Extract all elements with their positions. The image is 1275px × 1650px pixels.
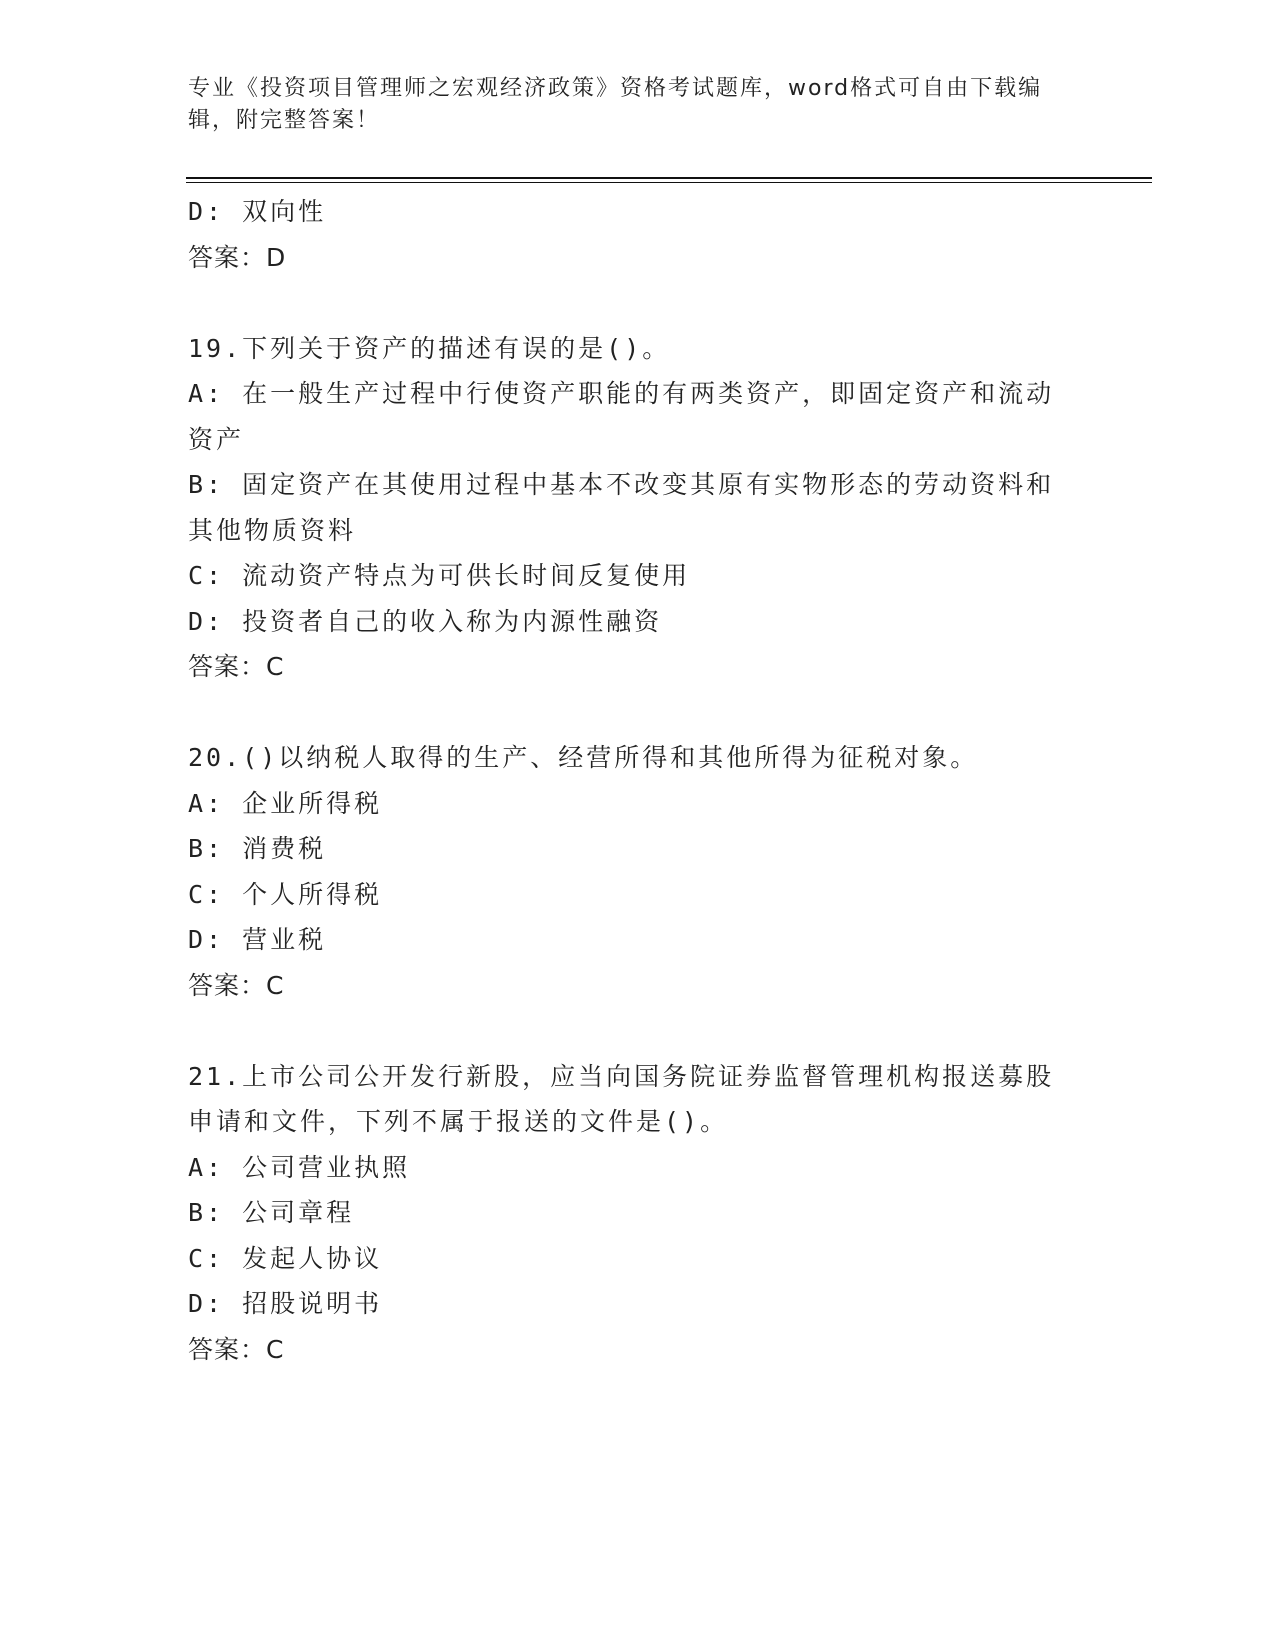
answer: 答案：C [188, 652, 285, 681]
option-c: C: 流动资产特点为可供长时间反复使用 [188, 561, 691, 590]
answer: 答案：D [188, 242, 287, 272]
option-a: A: 在一般生产过程中行使资产职能的有两类资产，即固定资产和流动 [188, 379, 1055, 408]
spacer [188, 280, 1088, 326]
option-b-continued: 其他物质资料 [188, 515, 357, 545]
question-stem: 19.下列关于资产的描述有误的是()。 [188, 333, 671, 363]
spacer [188, 690, 1088, 736]
option-d: D: 招股说明书 [188, 1289, 383, 1318]
answer: 答案：C [188, 970, 285, 1000]
option-b: B: 公司章程 [188, 1198, 355, 1227]
question-stem-continued: 申请和文件，下列不属于报送的文件是()。 [188, 1107, 729, 1136]
header-line-2: 辑，附完整答案！ [188, 108, 381, 133]
option-b: B: 消费税 [188, 834, 327, 863]
page-header [188, 73, 1078, 137]
option-c: C: 发起人协议 [188, 1243, 383, 1273]
question-20 [188, 735, 1088, 1008]
previous-question-tail [188, 189, 1088, 280]
option-a-continued: 资产 [188, 424, 245, 454]
header-rule-thin [186, 182, 1152, 183]
option-d: D: 双向性 [188, 197, 327, 226]
option-d: D: 营业税 [188, 925, 327, 954]
question-stem: 21.上市公司公开发行新股，应当向国务院证券监督管理机构报送募股 [188, 1061, 1055, 1091]
question-stem: 20.()以纳税人取得的生产、经营所得和其他所得为征税对象。 [188, 743, 979, 772]
option-c: C: 个人所得税 [188, 879, 383, 909]
question-list [188, 189, 1088, 1372]
answer: 答案：C [188, 1334, 285, 1364]
option-b: B: 固定资产在其使用过程中基本不改变其原有实物形态的劳动资料和 [188, 470, 1055, 499]
question-21 [188, 1054, 1088, 1373]
option-d: D: 投资者自己的收入称为内源性融资 [188, 606, 663, 636]
header-rule-thick [186, 177, 1152, 179]
option-a: A: 企业所得税 [188, 788, 383, 818]
header-line-1: 专业《投资项目管理师之宏观经济政策》资格考试题库，word格式可自由下载编 [188, 76, 1043, 101]
option-a: A: 公司营业执照 [188, 1152, 411, 1182]
spacer [188, 1008, 1088, 1054]
question-19 [188, 326, 1088, 690]
